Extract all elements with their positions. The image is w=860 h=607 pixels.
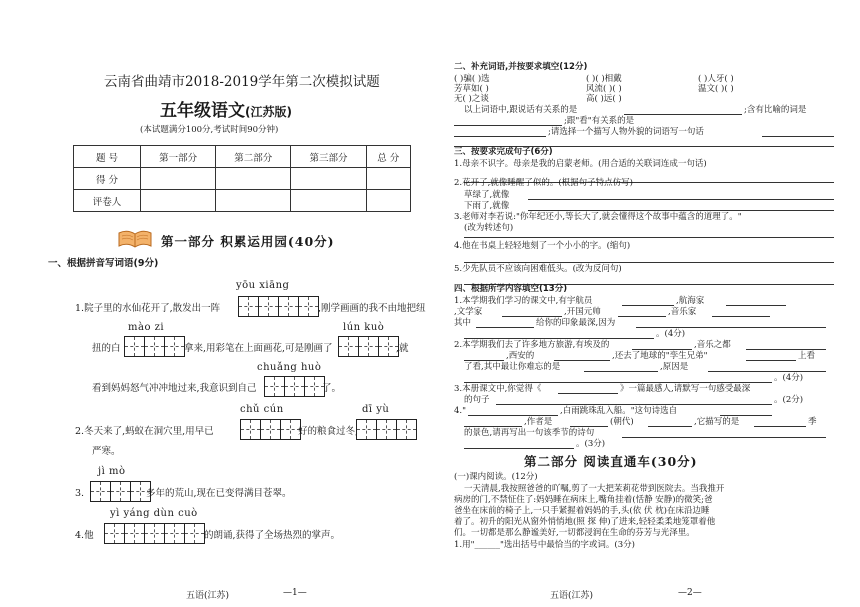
sec4-text: 上看 bbox=[798, 351, 816, 361]
answer-line[interactable] bbox=[648, 426, 692, 427]
grader-cell[interactable] bbox=[141, 190, 216, 212]
sec4-text: 。(3分) bbox=[576, 439, 606, 449]
answer-line[interactable] bbox=[726, 305, 786, 306]
answer-line[interactable] bbox=[624, 114, 742, 115]
score-row-label: 得 分 bbox=[74, 168, 141, 190]
sec4-text: 2.本学期我们去了许多地方旅游,有埃及的 bbox=[454, 340, 610, 350]
sec4-text: ,还去了地球的"孪生兄弟" bbox=[612, 351, 708, 361]
reading-title: (一)课内阅读。(12分) bbox=[454, 472, 538, 482]
answer-line[interactable] bbox=[558, 393, 618, 394]
score-table-header-cell: 第三部分 bbox=[291, 146, 366, 168]
sec4-text: 3.本册课文中,你觉得《 bbox=[454, 384, 542, 394]
sec4-text: ,西安的 bbox=[506, 351, 535, 361]
q2-line2: 严寒。 bbox=[92, 446, 121, 457]
sec4-text: ,航海家 bbox=[676, 296, 705, 306]
part1-heading: 第一部分 积累运用园(40分) bbox=[161, 234, 335, 249]
sec4-text: 4." bbox=[454, 406, 467, 416]
answer-grid-lunkuo[interactable] bbox=[338, 336, 399, 357]
answer-grid-yiyangdunchuo[interactable] bbox=[104, 523, 205, 544]
sec4-text: 》一篇最感人,请默写一句感受最深 bbox=[620, 384, 751, 394]
answer-grid-maozi[interactable] bbox=[124, 336, 185, 357]
score-table-header-cell: 题 号 bbox=[74, 146, 141, 168]
answer-line[interactable] bbox=[618, 316, 666, 317]
answer-line[interactable] bbox=[464, 237, 834, 238]
footer-subject: 五语(江苏) bbox=[186, 591, 230, 601]
q4-line-pre: 4.他 bbox=[75, 530, 94, 541]
sec4-text: 给你的印象最深,因为 bbox=[536, 318, 616, 328]
footer-subject: 五语(江苏) bbox=[550, 591, 594, 601]
sec4-text: 1.本学期我们学习的课文中,有宇航员 bbox=[454, 296, 593, 306]
score-cell[interactable] bbox=[291, 168, 366, 190]
sec4-text: ,作者是 bbox=[524, 417, 553, 427]
answer-grid-jimo[interactable] bbox=[90, 481, 151, 502]
sec4-text: (朝代) bbox=[610, 417, 634, 427]
sec4-text: ,原因是 bbox=[660, 362, 689, 372]
answer-line[interactable] bbox=[762, 136, 834, 137]
sec4-text: 。(2分) bbox=[774, 395, 804, 405]
answer-line[interactable] bbox=[712, 316, 770, 317]
answer-line[interactable] bbox=[622, 437, 826, 438]
grader-cell[interactable] bbox=[366, 190, 410, 212]
reading-paragraph-line: 着了。初升的阳光从窗外悄悄地(照 探 伸)了进来,轻轻柔柔地笼罩着他 bbox=[454, 517, 716, 527]
q1-line3-pre: 看到妈妈怒气冲冲地过来,我意识到自己 bbox=[92, 383, 257, 394]
answer-line[interactable] bbox=[464, 360, 504, 361]
sec3-q1: 1.母亲不识字。母亲是我的启蒙老师。(用合适的关联词连成一句话) bbox=[454, 159, 707, 169]
answer-line[interactable] bbox=[454, 136, 546, 137]
book-icon bbox=[117, 229, 153, 248]
sec3-q4: 4.他在书桌上轻轻地刻了一个小小的字。(缩句) bbox=[454, 241, 631, 251]
answer-line[interactable] bbox=[464, 338, 654, 339]
sec4-text: ,音乐之都 bbox=[694, 340, 731, 350]
grader-cell[interactable] bbox=[291, 190, 366, 212]
idiom-item[interactable]: ( )( )相戴 bbox=[586, 74, 622, 84]
sec3-q2b: 下雨了,就像 bbox=[464, 201, 510, 211]
q1-line1-post: ,刚学画画的我不由地把纽 bbox=[318, 303, 426, 314]
exam-title: 云南省曲靖市2018-2019学年第二次模拟试题 bbox=[104, 74, 380, 90]
sec2-question: ;含有比喻的词是 bbox=[744, 105, 807, 115]
idiom-item[interactable]: 温文( )( ) bbox=[698, 84, 734, 94]
score-cell[interactable] bbox=[366, 168, 410, 190]
score-cell[interactable] bbox=[216, 168, 291, 190]
pinyin-label: jì mò bbox=[98, 466, 126, 477]
sec4-text: 了看,其中最让你难忘的是 bbox=[464, 362, 561, 372]
idiom-item[interactable]: ( )骗( )选 bbox=[454, 74, 490, 84]
sec4-text: 其中 bbox=[454, 318, 472, 328]
q1-line2-post: ,就 bbox=[396, 343, 409, 354]
section3-title: 三、按要求完成句子(6分) bbox=[454, 147, 553, 157]
sec2-question: ;跟"看"有关系的是 bbox=[564, 116, 635, 126]
answer-line[interactable] bbox=[708, 371, 826, 372]
q2-line1-pre: 2.冬天来了,蚂蚁在洞穴里,用早已 bbox=[75, 426, 214, 437]
reading-paragraph-line: 一天清晨,我按照爸爸的吖嘱,剪了一大把茉莉花带到医院去。当我推开 bbox=[464, 484, 725, 494]
sec4-text: ,白雨跳珠乱入船。"这句诗选自 bbox=[560, 406, 678, 416]
pinyin-label: chuǎng huò bbox=[257, 362, 322, 373]
idiom-item[interactable]: ( )人牙( ) bbox=[698, 74, 734, 84]
sec3-q3: 3.老师对李若说:"你年纪还小,等长大了,就会懂得这个故事中蕴含的道理了。" bbox=[454, 212, 742, 222]
answer-line[interactable] bbox=[622, 305, 674, 306]
q1-line2-pre: 扭的白 bbox=[92, 343, 121, 354]
answer-line[interactable] bbox=[468, 415, 558, 416]
sec2-question: 以上词语中,跟说话有关系的是 bbox=[464, 105, 578, 115]
q1-line2-mid: 拿来,用彩笔在上面画花,可是刚画了 bbox=[184, 343, 333, 354]
q2-line1-mid: 好的粮食过冬, bbox=[298, 426, 359, 437]
answer-line[interactable] bbox=[476, 327, 534, 328]
sec4-text: ,开国元帅 bbox=[564, 307, 601, 317]
answer-line[interactable] bbox=[746, 349, 826, 350]
answer-grid-chucun[interactable] bbox=[240, 419, 301, 440]
q3-line-post: 多年的荒山,现在已变得满目苍翠。 bbox=[146, 488, 292, 499]
answer-line[interactable] bbox=[636, 327, 826, 328]
answer-line[interactable] bbox=[464, 448, 574, 449]
sec2-question: ;请选择一个描写人物外貌的词语写一句话 bbox=[548, 127, 704, 137]
sec4-text: ,音乐家 bbox=[668, 307, 697, 317]
answer-line[interactable] bbox=[584, 371, 658, 372]
q3-line-pre: 3. bbox=[75, 488, 85, 499]
section4-title: 四、根据所学内容填空(13分) bbox=[454, 284, 568, 294]
answer-line[interactable] bbox=[570, 426, 608, 427]
answer-line[interactable] bbox=[554, 360, 610, 361]
pinyin-label: yōu xiāng bbox=[236, 280, 290, 291]
idiom-item[interactable]: 无( )之谈 bbox=[454, 94, 489, 104]
edition-label: (江苏版) bbox=[245, 105, 292, 119]
sec3-q2: 2.花开了,就像睡醒了似的。(根据句子特点仿写) bbox=[454, 178, 633, 188]
pinyin-label: lún kuò bbox=[343, 322, 385, 333]
answer-grid-youxiang[interactable] bbox=[238, 296, 319, 317]
reading-paragraph-line: 们。一切都是那么静谧美好,一切都浸润在生命的芬芳与光泽里。 bbox=[454, 528, 695, 538]
answer-line[interactable] bbox=[464, 426, 522, 427]
reading-paragraph-line: 病房的门,不禁怔住了:妈妈睡在病床上,嘴角挂着(恬静 安静)的微笑;爸 bbox=[454, 495, 713, 505]
exam-info: (本试题满分100分,考试时间90分钟) bbox=[140, 125, 279, 135]
answer-grid-chuanghuo[interactable] bbox=[264, 376, 325, 397]
q1-line1-pre: 1.院子里的水仙花开了,散发出一阵 bbox=[75, 303, 221, 314]
answer-line[interactable] bbox=[754, 426, 806, 427]
score-table-header-cell: 第二部分 bbox=[216, 146, 291, 168]
sec4-text: 。(4分) bbox=[774, 373, 804, 383]
grader-row-label: 评卷人 bbox=[74, 190, 141, 212]
section2-title: 二、补充词语,并按要求填空(12分) bbox=[454, 62, 588, 72]
pinyin-label: chǔ cún bbox=[240, 404, 284, 415]
answer-line[interactable] bbox=[464, 262, 834, 263]
section1-title: 一、根据拼音写词语(9分) bbox=[48, 258, 159, 269]
answer-line[interactable] bbox=[528, 210, 834, 211]
main-title: 五年级语文 bbox=[160, 101, 245, 121]
sec4-text: 。(4分) bbox=[656, 329, 686, 339]
score-cell[interactable] bbox=[141, 168, 216, 190]
grader-cell[interactable] bbox=[216, 190, 291, 212]
sec3-q2a: 草绿了,就像 bbox=[464, 190, 510, 200]
answer-line[interactable] bbox=[502, 316, 562, 317]
score-table-header-row bbox=[74, 146, 411, 168]
pinyin-label: dī yù bbox=[362, 404, 390, 415]
idiom-item[interactable]: 芳草如( ) bbox=[454, 84, 489, 94]
answer-line[interactable] bbox=[746, 360, 796, 361]
sec3-q5: 5.少先队员不应该向困难低头。(改为反问句) bbox=[454, 264, 622, 274]
answer-line[interactable] bbox=[720, 415, 772, 416]
sec4-text: 季 bbox=[808, 417, 817, 427]
answer-line[interactable] bbox=[496, 404, 772, 405]
idiom-item[interactable]: 高( )远( ) bbox=[586, 94, 622, 104]
pinyin-label: yì yáng dùn cuò bbox=[110, 508, 198, 519]
sec4-text: 的景色,请再写出一句该季节的诗句 bbox=[464, 428, 595, 438]
sec4-text: 的句子 bbox=[464, 395, 490, 405]
score-table-header-cell: 总 分 bbox=[366, 146, 410, 168]
score-table-grader-row bbox=[74, 190, 411, 212]
right-page bbox=[436, 0, 860, 607]
score-table-score-row bbox=[74, 168, 411, 190]
reading-question: 1.用"______"选出括号中最恰当的字或词。(3分) bbox=[454, 540, 635, 550]
reading-paragraph-line: 爸坐在床前的椅子上,一只手紧握着妈妈的手,头(依 伏 枕)在床沿边睡 bbox=[454, 506, 710, 516]
q1-line3-post: 了。 bbox=[322, 383, 342, 394]
sec3-q3b: (改为转述句) bbox=[464, 223, 514, 233]
answer-line[interactable] bbox=[632, 349, 692, 350]
score-table bbox=[73, 145, 411, 212]
footer-page-number: —2— bbox=[678, 588, 702, 598]
part2-heading: 第二部分 阅读直通车(30分) bbox=[524, 454, 698, 469]
sec4-text: ,文学家 bbox=[454, 307, 483, 317]
sec4-text: ,它描写的是 bbox=[694, 417, 740, 427]
score-table-header-cell: 第一部分 bbox=[141, 146, 216, 168]
answer-line[interactable] bbox=[454, 125, 562, 126]
footer-page-number: —1— bbox=[283, 588, 307, 598]
answer-grid-diyu[interactable] bbox=[356, 419, 417, 440]
main-title-wrap bbox=[160, 96, 292, 121]
idiom-item[interactable]: 风流( )( ) bbox=[586, 84, 622, 94]
pinyin-label: mào zi bbox=[128, 322, 165, 333]
answer-line[interactable] bbox=[528, 199, 834, 200]
q4-line-post: 的朗诵,获得了全场热烈的掌声。 bbox=[204, 530, 341, 541]
answer-line[interactable] bbox=[464, 382, 772, 383]
